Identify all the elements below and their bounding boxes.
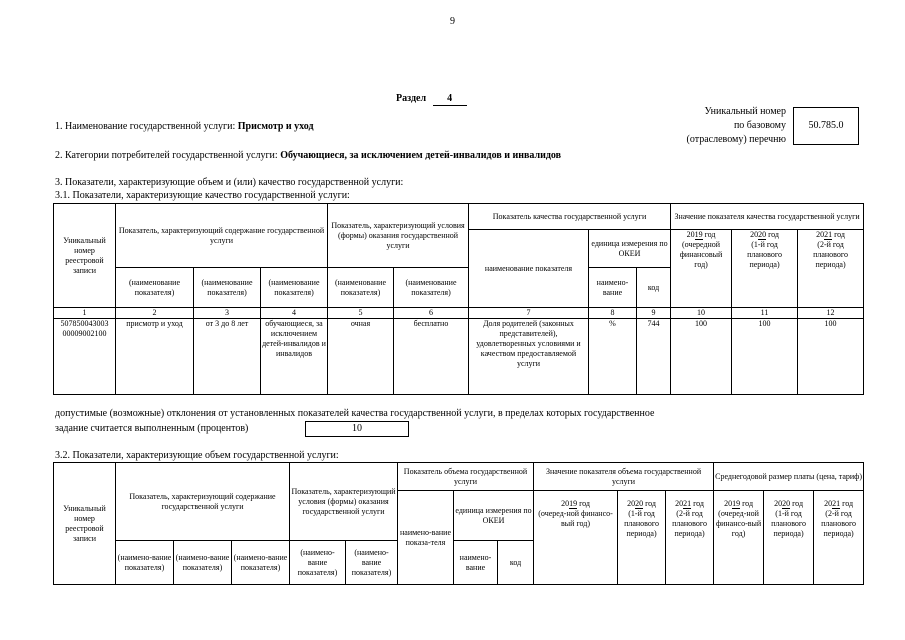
t1-col-num: 2 [116, 308, 194, 319]
section-3-2-title: 3.2. Показатели, характеризующие объем государственной услуги: [55, 450, 339, 461]
t1-col-num: 1 [54, 308, 116, 319]
deviation-value: 10 [305, 421, 409, 437]
t1-header-unit: единица измерения по ОКЕИ [589, 230, 671, 268]
t2-header-value-year-2: 2020 год (1-й год планового периода) [618, 491, 666, 585]
t2-header-value-year-3: 2021 год (2-й год планового периода) [666, 491, 714, 585]
consumer-category [55, 150, 561, 162]
t1-sub-name-1: (наименование показателя) [116, 268, 194, 308]
t1-col-num: 4 [261, 308, 328, 319]
t1-header-year-2: 2020 год (1-й год планового периода) [732, 230, 798, 308]
t2-header-fee-year-1: 2019 год (очеред-ной финансо-вый год) [714, 491, 764, 585]
t1-unit-code: код [637, 268, 671, 308]
service-name [55, 121, 314, 133]
t1-header-unique: Уникальный номер реестровой записи [54, 204, 116, 308]
t1-col-num: 6 [394, 308, 469, 319]
t1-header-year-1: 2019 год (очередной финансовый год) [671, 230, 732, 308]
t1-sub-name-2: (наименование показателя) [194, 268, 261, 308]
table-row [54, 319, 864, 395]
page-number: 9 [450, 16, 455, 27]
t1-header-quality: Показатель качества государственной услуги [469, 204, 671, 230]
t2-unit-code: код [498, 541, 534, 585]
t1-col-num: 5 [328, 308, 394, 319]
consumer-label: 2. Категории потребителей государственной услуги: [55, 150, 278, 161]
t1-header-value: Значение показателя качества государственной услуги [671, 204, 864, 230]
t1-cell-4: обучающиеся, за исключением детей-инвалидов и инвалидов [261, 319, 328, 395]
t1-header-content: Показатель, характеризующий содержание государственной услуги [116, 204, 328, 268]
t2-header-unit: единица измерения по ОКЕИ [454, 491, 534, 541]
section-heading [396, 93, 467, 106]
t1-col-num: 10 [671, 308, 732, 319]
consumer-value: Обучающиеся, за исключением детей-инвалидов и инвалидов [280, 150, 562, 161]
t1-col-num: 7 [469, 308, 589, 319]
t1-unit-name: наимено-вание [589, 268, 637, 308]
unique-number-value: 50.785.0 [793, 107, 859, 145]
t1-col-num: 3 [194, 308, 261, 319]
t2-sub-name-5: (наимено-вание показателя) [346, 541, 398, 585]
t1-col-num: 9 [637, 308, 671, 319]
t2-header-fee-year-2: 2020 год (1-й год планового периода) [764, 491, 814, 585]
quality-table [53, 203, 864, 395]
service-label: 1. Наименование государственной услуги: [55, 121, 236, 132]
t1-cell-10: 100 [671, 319, 732, 395]
t1-cell-2: присмотр и уход [116, 319, 194, 395]
t1-col-num: 8 [589, 308, 637, 319]
unique-number-label [640, 106, 786, 146]
t2-header-fee: Среднегодовой размер платы (цена, тариф) [714, 463, 864, 491]
t2-sub-name-2: (наимено-вание показателя) [174, 541, 232, 585]
t1-cell-12: 100 [798, 319, 864, 395]
volume-table [53, 462, 864, 585]
section-3-title: 3. Показатели, характеризующие объем и (или) качество государственной услуги: [55, 177, 404, 188]
t1-cell-9: 744 [637, 319, 671, 395]
t1-col-num: 11 [732, 308, 798, 319]
t1-cell-3: от 3 до 8 лет [194, 319, 261, 395]
deviation-line-1: допустимые (возможные) отклонения от установленных показателей качества государственной услуги, в пределах которых государственное [55, 408, 655, 419]
t2-header-fee-year-3: 2021 год (2-й год планового периода) [814, 491, 864, 585]
t1-cell-11: 100 [732, 319, 798, 395]
t1-cell-id: 507850043003 00009002100 [54, 319, 116, 395]
t1-sub-name-3: (наименование показателя) [261, 268, 328, 308]
t1-cell-8: % [589, 319, 637, 395]
section-label: Раздел [396, 93, 427, 104]
t2-header-value: Значение показателя объема государственной услуги [534, 463, 714, 491]
t2-header-indicator-name: наимено-вание показа-теля [398, 491, 454, 585]
t1-cell-5: очная [328, 319, 394, 395]
t2-header-volume: Показатель объема государственной услуги [398, 463, 534, 491]
section-number: 4 [433, 93, 467, 106]
deviation-line-2: задание считается выполненным (процентов) [55, 423, 249, 434]
t2-unit-name: наимено-вание [454, 541, 498, 585]
t2-sub-name-1: (наимено-вание показателя) [116, 541, 174, 585]
t1-header-conditions: Показатель, характеризующий условия (формы) оказания государственной услуги [328, 204, 469, 268]
t1-header-year-3: 2021 год (2-й год планового периода) [798, 230, 864, 308]
section-3-1-title: 3.1. Показатели, характеризующие качество государственной услуги: [55, 190, 350, 201]
unique-line-1: Уникальный номер [704, 106, 786, 117]
t2-sub-name-3: (наимено-вание показателя) [232, 541, 290, 585]
t2-header-value-year-1: 2019 год (очеред-ной финансо-вый год) [534, 491, 618, 585]
t2-header-content: Показатель, характеризующий содержание государственной услуги [116, 463, 290, 541]
t1-cell-7: Доля родителей (законных представителей), удовлетворенных условиями и качеством предоставляемой услуги [469, 319, 589, 395]
t1-cell-6: бесплатно [394, 319, 469, 395]
t1-sub-name-5: (наименование показателя) [394, 268, 469, 308]
t1-col-num: 12 [798, 308, 864, 319]
unique-line-3: (отраслевому) перечню [686, 134, 786, 145]
t2-header-conditions: Показатель, характеризующий условия (формы) оказания государственной услуги [290, 463, 398, 541]
t1-header-indicator-name: наименование показателя [469, 230, 589, 308]
t1-sub-name-4: (наименование показателя) [328, 268, 394, 308]
t2-header-unique: Уникальный номер реестровой записи [54, 463, 116, 585]
unique-line-2: по базовому [733, 120, 786, 131]
service-value: Присмотр и уход [237, 121, 314, 132]
t2-sub-name-4: (наимено-вание показателя) [290, 541, 346, 585]
